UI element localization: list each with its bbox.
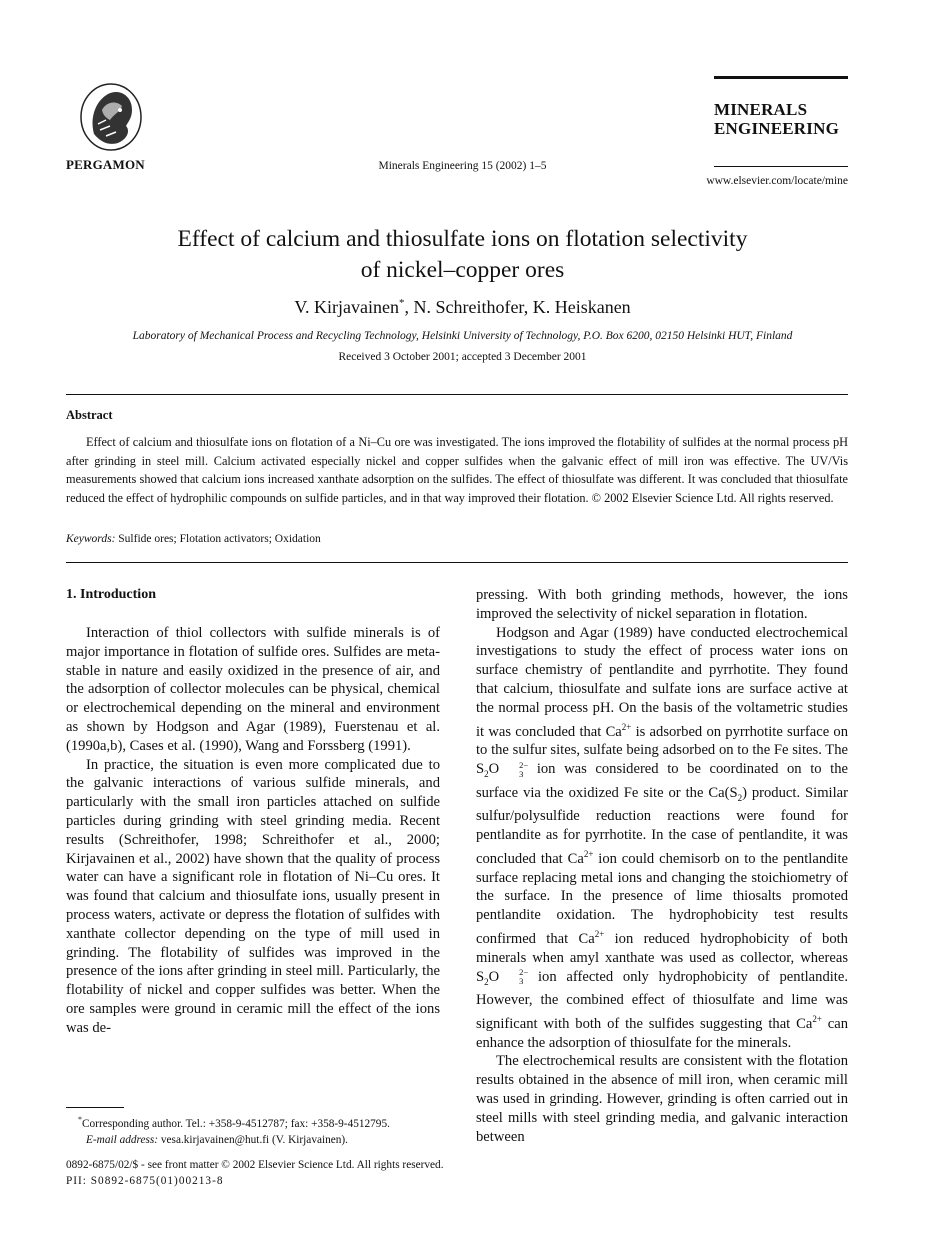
author-list — [0, 297, 925, 318]
journal-reference: Minerals Engineering 15 (2002) 1–5 — [378, 160, 547, 172]
footnote — [66, 1112, 446, 1148]
abstract-heading: Abstract — [66, 408, 113, 422]
publisher-name: PERGAMON — [66, 157, 145, 172]
keywords — [66, 533, 321, 545]
title-line-1: Effect of calcium and thiosulfate ions on flotation selectivity — [177, 226, 748, 252]
rule-below-abstract — [66, 562, 848, 563]
abstract-text: Effect of calcium and thiosulfate ions on flotation of a Ni–Cu ore was investigated. The ions improved the flotability of sulfides at the normal process pH after grinding in steel mill. Calcium activated especially nickel and copper sulfides when the galvanic effect of mill iron was effective. The UV/Vis measurements showed that calcium ions increased xanthate adsorption on the sulfides. The effect of thiosulfate was different. It was concluded that thiosulfate reduced the effect of hydrophilic compounds on sulfide particles, and in that way improved their flotation. © 2002 Elsevier Science Ltd. All rights reserved. — [66, 435, 848, 505]
title-line-2: of nickel–copper ores — [360, 257, 565, 283]
received-dates: Received 3 October 2001; accepted 3 December 2001 — [338, 351, 587, 363]
journal-brand-line1: MINERALS — [714, 100, 808, 119]
journal-url[interactable]: www.elsevier.com/locate/mine — [706, 175, 848, 187]
paragraph-intro-1: Interaction of thiol collectors with sulfide minerals is of major importance in flotation of sulfide ores. Sulfides are meta-stable in nature and easily oxidized in the presence of air, and the adsorption of collector molecules can be physical, chemical or electrochemical depending on the mineral and environment as shown by Hodgson and Agar (1989), Fuerstenau et al. (1990a,b), Cases et al. (1990), Wang and Forssberg (1991). — [66, 625, 440, 754]
rule-above-abstract — [66, 394, 848, 395]
keywords-label: Keywords: — [66, 533, 116, 545]
page-footer — [66, 1157, 444, 1189]
brand-rule-top — [714, 76, 848, 79]
right-column — [476, 586, 848, 1146]
author-first: V. Kirjavainen — [294, 297, 399, 317]
publisher-logo — [76, 80, 146, 154]
authors-rest: , N. Schreithofer, K. Heiskanen — [404, 297, 631, 317]
paragraph-intro-2: In practice, the situation is even more complicated due to the galvanic interactions of various sulfide minerals, and particularly with the small iron particles attached on sulfide particles during grinding with steel grinding media. Recent results (Schreithofer, 1998; Schreithofer et al., 2000; Kirjavainen et al., 2002) have shown that the quality of process water can have a significant role in flotation of Ni–Cu ores. It was found that calcium and thiosulfate ions, usually present in process waters, activate or depress the flotation of sulfides with xanthate collector depending on the type of mill used in grinding. The flotability of sulfides was improved in the presence of the ions after grinding in steel mill. Particularly, the flotability of nickel and copper sulfides was better. When the ore samples were ground in ceramic mill the effect of the ions was de- — [66, 756, 440, 1036]
footnote-corresponding: *Corresponding author. Tel.: +358-9-4512787; fax: +358-9-4512795. — [78, 1115, 390, 1130]
issn-line: 0892-6875/02/$ - see front matter © 2002 Elsevier Science Ltd. All rights reserved. — [66, 1159, 444, 1171]
section-heading-introduction: 1. Introduction — [66, 587, 156, 602]
footnote-rule — [66, 1107, 124, 1108]
paragraph-right-3: The electrochemical results are consistent with the flotation results obtained in the absence of mill iron, when ceramic mill was used in grinding. However, grinding is often carried out in steel mills with steel grinding media, and galvanic interaction between — [476, 1053, 848, 1145]
article-title — [80, 224, 845, 286]
keywords-list: Sulfide ores; Flotation activators; Oxidation — [118, 533, 321, 545]
journal-brand — [714, 100, 839, 138]
paragraph-right-1: pressing. With both grinding methods, however, the ions improved the selectivity of nickel separation in flotation. — [476, 587, 848, 622]
affiliation: Laboratory of Mechanical Process and Recycling Technology, Helsinki University of Technology, P.O. Box 6200, 02150 Helsinki HUT, Finland — [132, 330, 793, 342]
brand-rule-bottom — [714, 166, 848, 167]
journal-brand-line2: ENGINEERING — [714, 119, 840, 138]
paragraph-right-2: Hodgson and Agar (1989) have conducted electrochemical investigations to study the effect of process water ions on surface chemistry of pentlandite and pyrrhotite. They found that calcium, thiosulfate and sulfate ions are surface active at the normal process pH. On the basis of the voltametric studies it was concluded that $Ca^{2+}$ is adsorbed on pyrrhotite surface on to the sulfur sites, sulfate being adsorbed on to the Fe sites. The $S_2O$ 2− 3 ion was considered to be coordinated on to the surface via the oxidized Fe site or the $Ca(S_2)$ product. Similar sulfur/polysulfide reduction reactions were found for pentlandite as for pyrrhotite. In the case of pentlandite, it was concluded that $Ca^{2+}$ ion could chemisorb on to the pentlandite surface replacing metal ions and changing the stoichiometry of the surface. In the presence of lime thiosalts promoted pentlandite oxidation. The hydrophobicity test results confirmed that $Ca^{2+}$ ion reduced hydrophobicity of both minerals when amyl xanthate was used as collector, whereas $S_2O$ 2− 3 ion affected only hydrophobicity of pentlandite. However, the combined effect of thiosulfate and lime was significant with both of the sulfides suggesting that $Ca^{2+}$ can enhance the adsorption of thiosulfate for the minerals. — [476, 624, 849, 1051]
left-column — [66, 624, 440, 1038]
pii-line: PII: S0892-6875(01)00213-8 — [66, 1175, 224, 1187]
footnote-email: E-mail address: vesa.kirjavainen@hut.fi (V. Kirjavainen). — [86, 1133, 349, 1146]
email-link[interactable]: vesa.kirjavainen@hut.fi (V. Kirjavainen). — [160, 1133, 349, 1146]
corresponding-mark[interactable]: * — [398, 297, 405, 309]
